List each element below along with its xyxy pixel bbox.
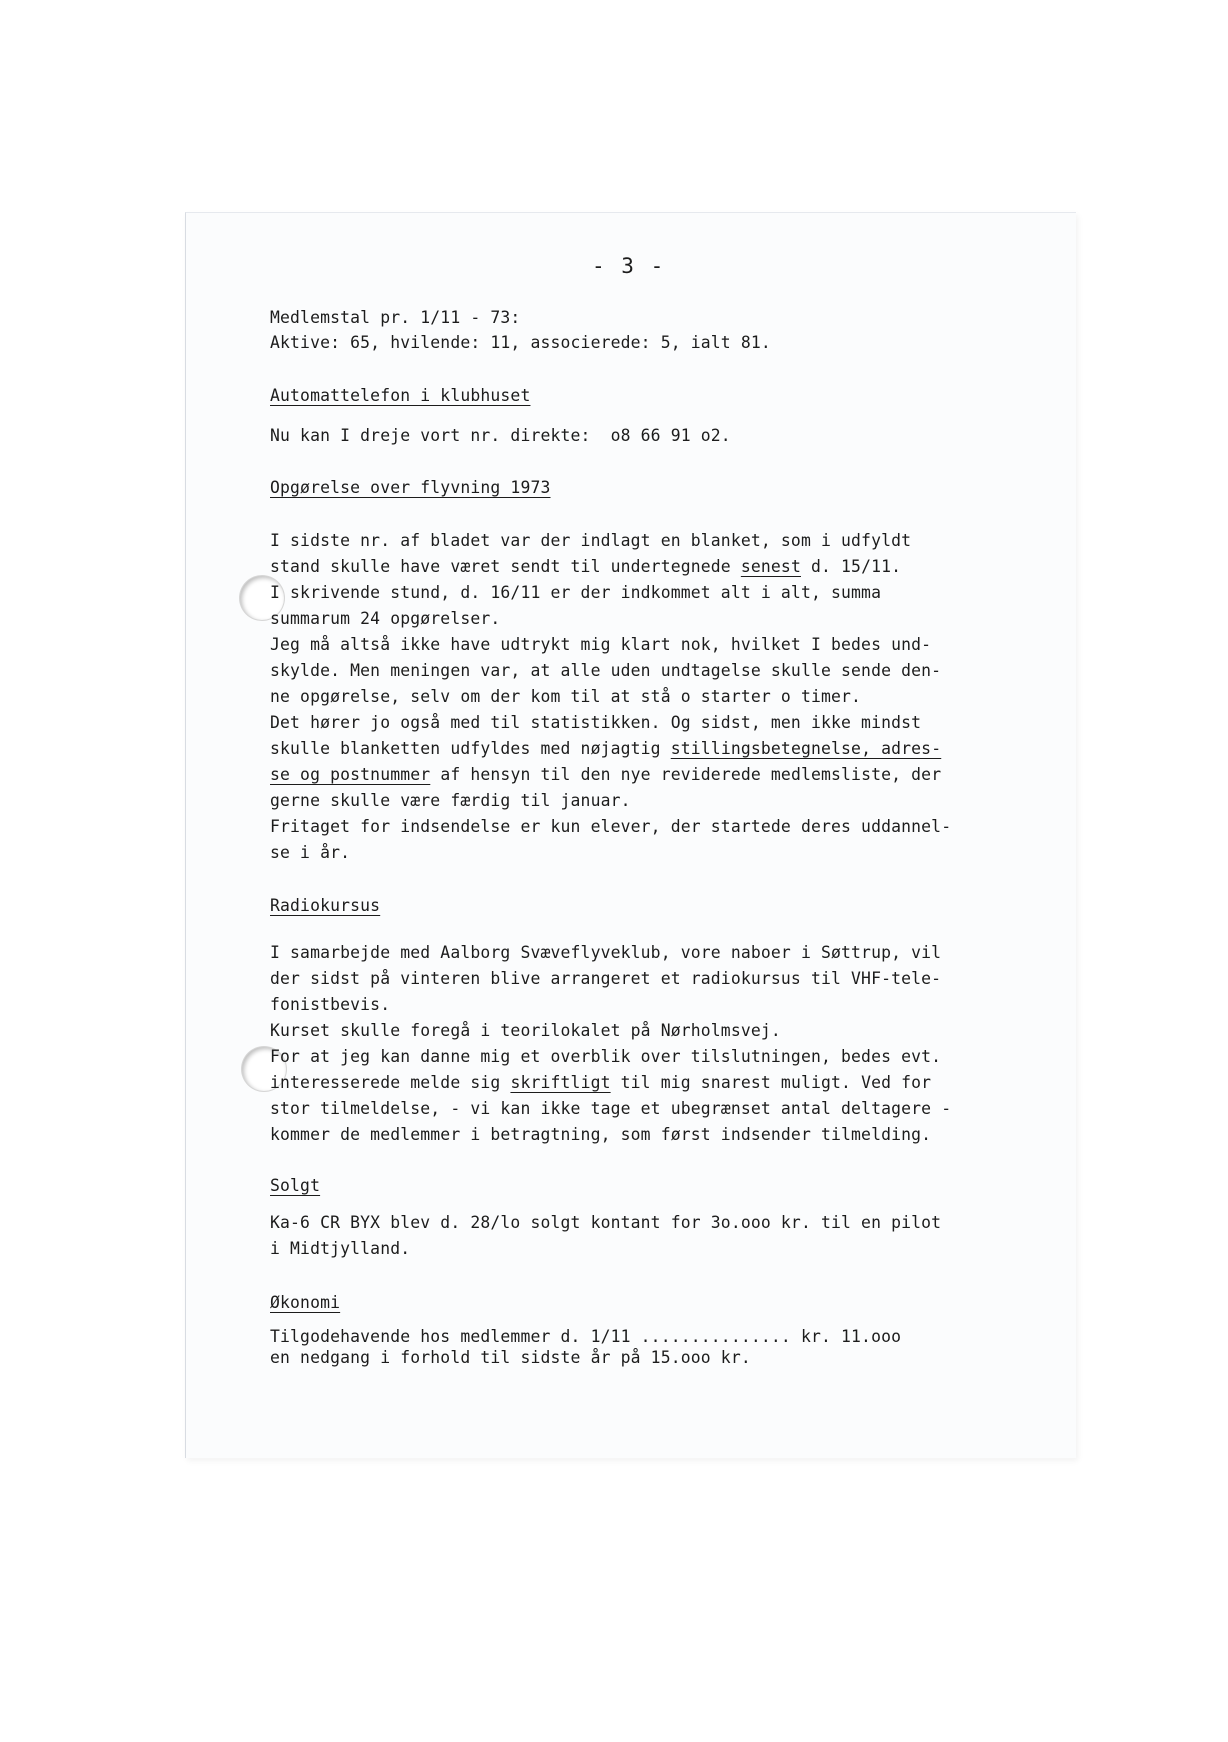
radio-line-4: Kurset skulle foregå i teorilokalet på Nørholmsvej. xyxy=(270,1021,781,1040)
radio-line-3: fonistbevis. xyxy=(270,995,391,1014)
economy-heading: Økonomi xyxy=(270,1293,341,1312)
radio-line-6: interesserede melde sig skriftligt til mig snarest muligt. Ved for xyxy=(270,1073,932,1092)
flight-heading: Opgørelse over flyvning 1973 xyxy=(270,478,551,497)
sold-line-1: Ka-6 CR BYX blev d. 28/lo solgt kontant for 3o.ooo kr. til en pilot xyxy=(270,1213,942,1232)
flight-line-5: Jeg må altså ikke have udtrykt mig klart nok, hvilket I bedes und- xyxy=(270,635,932,654)
membership-line-2: Aktive: 65, hvilende: 11, associerede: 5, ialt 81. xyxy=(270,333,771,352)
radio-line-5: For at jeg kan danne mig et overblik over tilslutningen, bedes evt. xyxy=(270,1047,942,1066)
flight-line-13: se i år. xyxy=(270,843,351,862)
page-number: - 3 - xyxy=(592,254,666,278)
underline-postnummer: se og postnummer xyxy=(270,765,431,784)
radio-line-7: stor tilmeldelse, - vi kan ikke tage et ubegrænset antal deltagere - xyxy=(270,1099,952,1118)
underline-senest: senest xyxy=(740,557,801,576)
flight-line-9: skulle blanketten udfyldes med nøjagtig stillingsbetegnelse, adres- xyxy=(270,739,942,758)
flight-line-3: I skrivende stund, d. 16/11 er der indkommet alt i alt, summa xyxy=(270,583,882,602)
sold-line-2: i Midtjylland. xyxy=(270,1239,411,1258)
flight-line-12: Fritaget for indsendelse er kun elever, der startede deres uddannel- xyxy=(270,817,952,836)
sold-heading: Solgt xyxy=(270,1176,321,1195)
flight-line-8: Det hører jo også med til statistikken. Og sidst, men ikke mindst xyxy=(270,713,922,732)
flight-line-2: stand skulle have været sendt til undertegnede senest d. 15/11. xyxy=(270,557,902,576)
membership-line-1: Medlemstal pr. 1/11 - 73: xyxy=(270,308,521,327)
flight-line-6: skylde. Men meningen var, at alle uden undtagelse skulle sende den- xyxy=(270,661,942,680)
radio-line-8: kommer de medlemmer i betragtning, som først indsender tilmelding. xyxy=(270,1125,932,1144)
flight-line-10: se og postnummer af hensyn til den nye reviderede medlemsliste, der xyxy=(270,765,942,784)
flight-line-1: I sidste nr. af bladet var der indlagt en blanket, som i udfyldt xyxy=(270,531,912,550)
flight-line-4: summarum 24 opgørelser. xyxy=(270,609,501,628)
underline-stillingsbetegnelse: stillingsbetegnelse, adres- xyxy=(670,739,942,758)
flight-line-7: ne opgørelse, selv om der kom til at stå o starter o timer. xyxy=(270,687,862,706)
phone-line: Nu kan I dreje vort nr. direkte: o8 66 91 o2. xyxy=(270,426,731,445)
radio-line-2: der sidst på vinteren blive arrangeret et radiokursus til VHF-tele- xyxy=(270,969,942,988)
radio-line-1: I samarbejde med Aalborg Svæveflyveklub, vore naboer i Søttrup, vil xyxy=(270,943,942,962)
economy-line-1: Tilgodehavende hos medlemmer d. 1/11 ............... kr. 11.ooo xyxy=(270,1327,902,1346)
phone-heading: Automattelefon i klubhuset xyxy=(270,386,531,405)
economy-line-2: en nedgang i forhold til sidste år på 15.ooo kr. xyxy=(270,1348,751,1367)
flight-line-11: gerne skulle være færdig til januar. xyxy=(270,791,631,810)
radio-heading: Radiokursus xyxy=(270,896,381,915)
underline-skriftligt: skriftligt xyxy=(510,1073,611,1092)
